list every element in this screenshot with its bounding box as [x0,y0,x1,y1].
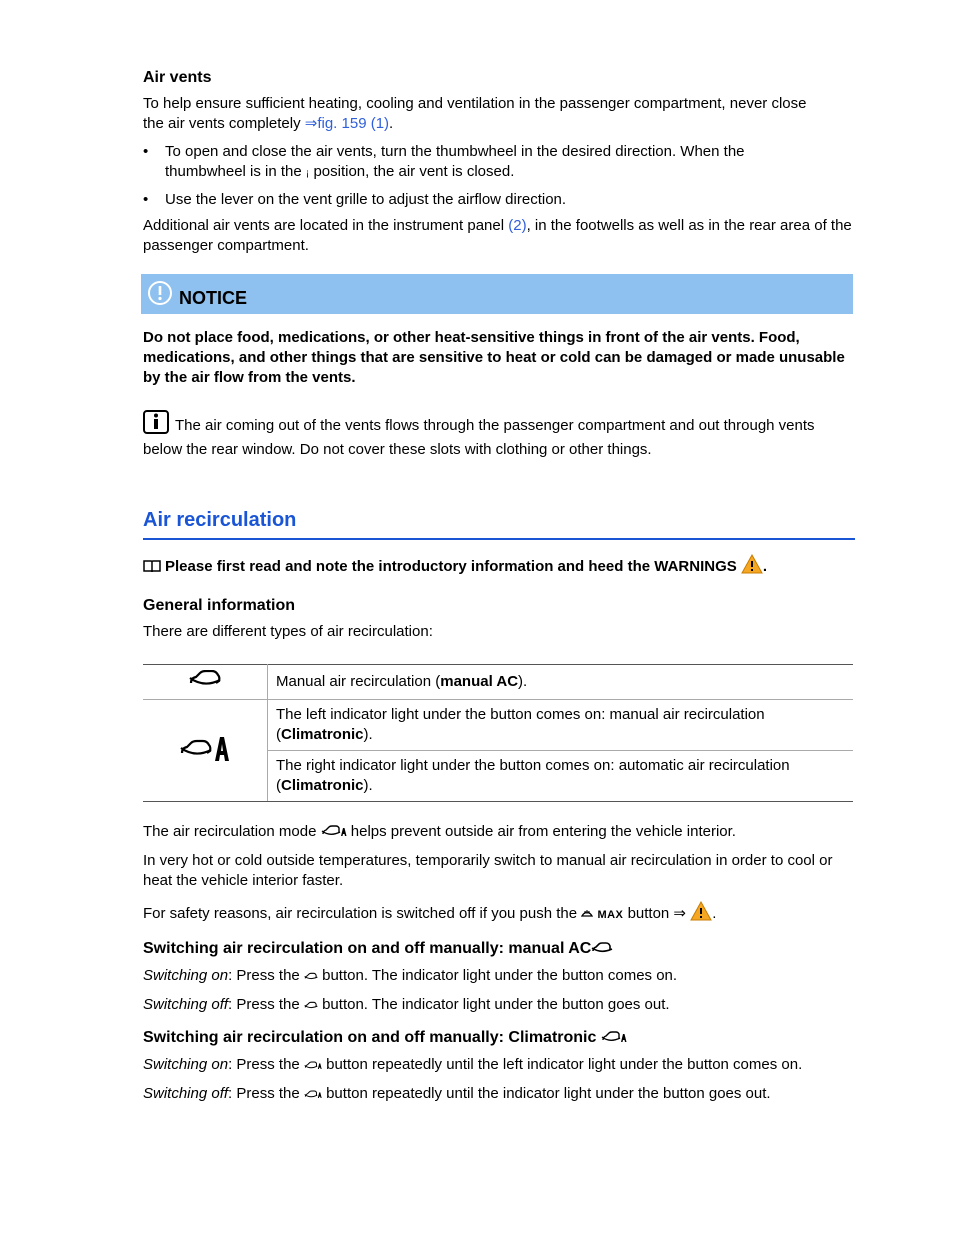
warning-icon [741,554,763,580]
safety-paragraph: For safety reasons, air recirculation is switched off if you push the MAX button ⇒ . [143,901,853,927]
recirculation-auto-icon [304,1085,322,1105]
recirculation-icon [591,940,613,960]
list-item: • Use the lever on the vent grille to adjust the airflow direction. [143,191,567,208]
manual-switch-on: Switching on: Press the button. The indicator light under the button comes on. [143,966,853,987]
defrost-icon [581,905,593,925]
table-cell: The right indicator light under the button comes on: automatic air recirculation (Climatronic). [268,751,854,802]
fig-ref-2-link[interactable]: (2) [508,217,527,234]
info-icon [143,410,169,440]
additional-vents: Additional air vents are located in the instrument panel (2), in the footwells as well as in the rear area of the passenger compartment. [143,217,852,254]
closed-position-symbol: ¡ [305,168,310,179]
notice-icon [147,280,173,312]
climatronic-heading: Switching air recirculation on and off manually: Climatronic [143,1028,853,1049]
general-info-heading: General information [143,597,296,614]
list-item: • To open and close the air vents, turn the thumbwheel in the desired direction. When the thumbwheel is in the ¡ position, the air vent is closed. [143,143,745,180]
manual-ac-heading: Switching air recirculation on and off manually: manual AC [143,939,853,960]
recirculation-auto-icon [304,1056,322,1076]
mode-paragraph: The air recirculation mode helps prevent outside air from entering the vehicle interior. [143,822,853,843]
table-cell: The left indicator light under the button comes on: manual air recirculation (Climatronic). [268,700,854,751]
types-intro: There are different types of air recirculation: [143,623,433,640]
table-row [143,700,853,751]
air-vents-intro: To help ensure sufficient heating, cooling and ventilation in the passenger compartment, never close the air vents completely ⇒fig. 159 (1). [143,95,807,132]
hot-cold-paragraph: In very hot or cold outside temperatures, temporarily switch to manual air recirculation in order to cool or heat the vehicle interior faster. [143,852,833,889]
read-note: Please first read and note the introductory information and heed the WARNINGS . [143,554,853,580]
fig-159-link[interactable]: fig. 159 (1) [317,115,390,132]
table-cell: Manual air recirculation (manual AC). [268,665,854,700]
climatronic-switch-off: Switching off: Press the button repeatedly until the indicator light under the button goes out. [143,1084,853,1105]
notice-banner [141,274,853,314]
recirculation-icon [188,675,222,692]
climatronic-switch-on: Switching on: Press the button repeatedly until the left indicator light under the button comes on. [143,1055,853,1076]
air-vents-heading: Air vents [143,69,212,86]
book-icon [143,559,161,579]
recirculation-auto-icon [179,749,231,766]
notice-title: NOTICE [179,288,248,308]
recirculation-auto-icon [601,1029,627,1049]
table-row [143,665,853,700]
info-note: The air coming out of the vents flows through the passenger compartment and out through vents below the rear window. Do not cover these slots with clothing or other things. [143,410,853,460]
notice-body: Do not place food, medications, or other heat-sensitive things in front of the air vents. Food, medications, and other things that are sensitive to heat or cold can be damaged or made unusable by the air flow from the vents. [143,329,845,386]
max-label: MAX [597,909,624,921]
warning-icon [690,901,712,927]
recirculation-icon [304,967,318,987]
bullet-dot: • [143,191,149,208]
recirculation-types-table [143,664,853,802]
bullet-dot: • [143,143,149,160]
manual-switch-off: Switching off: Press the button. The indicator light under the button goes out. [143,995,853,1016]
recirculation-auto-icon [321,823,347,843]
manual-page [143,68,853,1113]
recirculation-icon [304,996,318,1016]
table-icon-cell [143,665,268,700]
table-icon-cell [143,700,268,802]
air-recirculation-heading: Air recirculation [143,510,855,540]
